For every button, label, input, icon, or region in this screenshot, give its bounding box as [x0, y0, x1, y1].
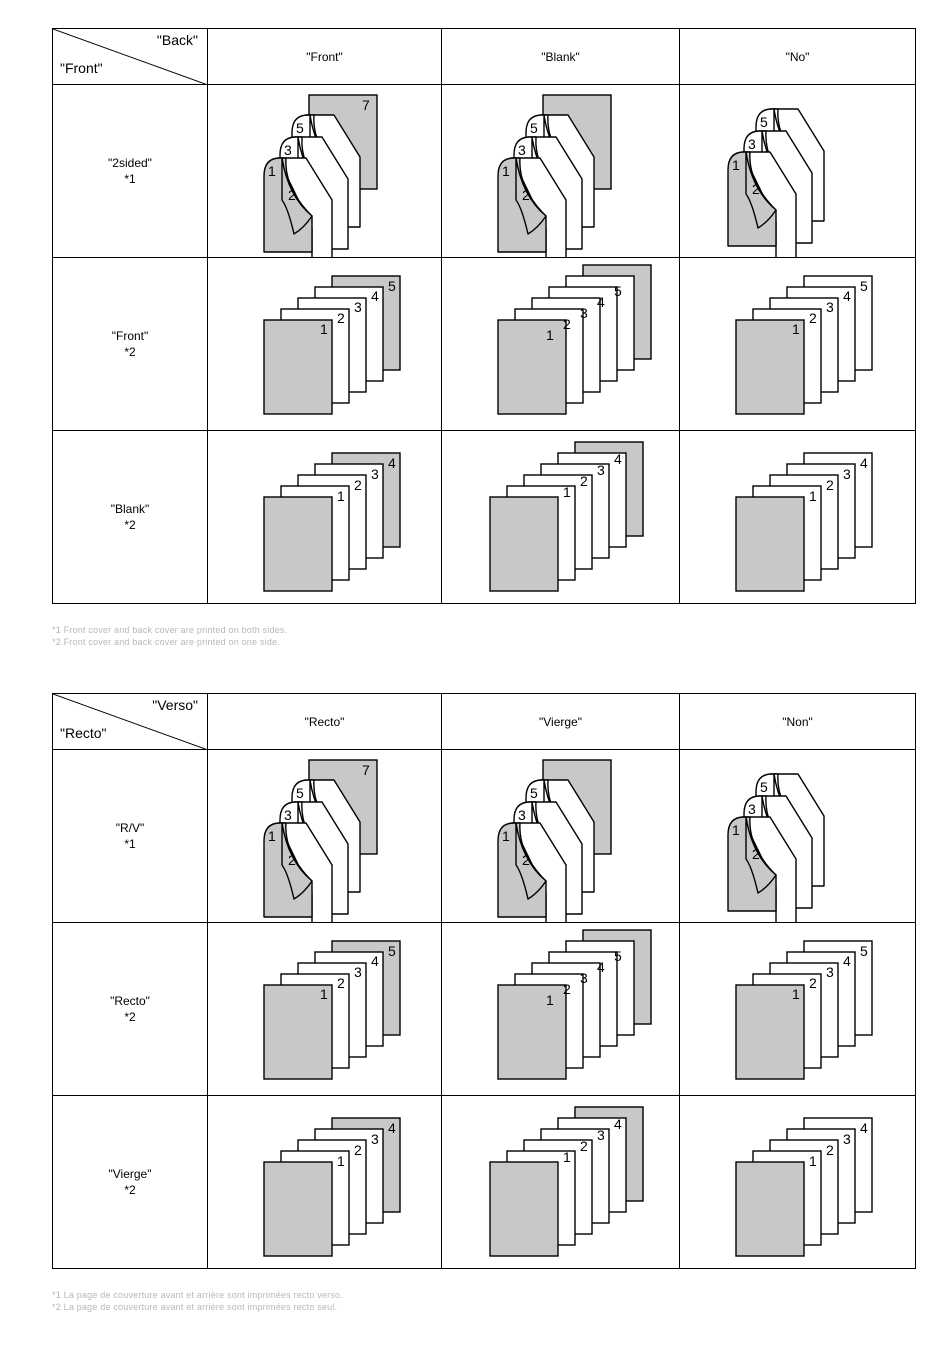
footnote-2: *2 La page de couverture avant et arrière sont imprimées recto seul. — [52, 1302, 338, 1312]
page-number: 4 — [371, 288, 379, 304]
page-number: 2 — [337, 975, 345, 991]
page-number: 2 — [354, 1142, 362, 1158]
column-header-no: "No" — [680, 29, 916, 85]
page-number: 3 — [371, 1131, 379, 1147]
page-number: 5 — [388, 278, 396, 294]
figure-cell — [680, 85, 916, 258]
cover-options-table-en — [52, 28, 916, 604]
page-number: 2 — [752, 846, 760, 862]
corner-recto-label: "Recto" — [60, 725, 107, 741]
corner-front-label: "Front" — [60, 60, 103, 76]
page-number: 2 — [826, 1142, 834, 1158]
page-sheet — [490, 497, 558, 591]
page-number: 4 — [843, 953, 851, 969]
page-number: 4 — [614, 451, 622, 467]
figure-cell — [208, 1096, 442, 1269]
page-number: 1 — [337, 488, 345, 504]
page-stack-five-figure — [208, 923, 442, 1095]
page-number: 3 — [518, 807, 526, 823]
page-stack-four-figure — [442, 1096, 680, 1268]
page-sheet — [264, 1162, 332, 1256]
page-number: 3 — [826, 299, 834, 315]
figure-cell — [208, 750, 442, 923]
page-stack-duplex-figure — [442, 750, 680, 922]
page-number: 1 — [792, 986, 800, 1002]
page-number: 2 — [288, 187, 296, 203]
row-footnote-marker: *1 — [124, 172, 136, 186]
page-sheet — [498, 985, 566, 1079]
page-stack-four-figure — [442, 431, 680, 603]
page-number: 1 — [546, 327, 554, 343]
page-stack-five-figure — [442, 923, 680, 1095]
row-header-blank — [53, 431, 208, 604]
figure-cell — [208, 85, 442, 258]
page-stack-duplex-figure — [208, 750, 442, 922]
page-sheet — [736, 497, 804, 591]
page-stack-five-figure — [208, 258, 442, 430]
row-label: "2sided" — [108, 156, 152, 170]
column-header-recto: "Recto" — [208, 694, 442, 750]
page-number: 2 — [826, 477, 834, 493]
page-sheet — [736, 1162, 804, 1256]
page-number: 7 — [362, 97, 370, 113]
page-number: 4 — [843, 288, 851, 304]
page-number: 1 — [502, 828, 510, 844]
figure-cell — [442, 258, 680, 431]
page-number: 4 — [388, 1120, 396, 1136]
page-number: 1 — [546, 992, 554, 1008]
page-stack-four-figure — [208, 431, 442, 603]
page-number: 1 — [337, 1153, 345, 1169]
figure-cell — [208, 923, 442, 1096]
page-number: 4 — [388, 455, 396, 471]
row-label: "Recto" — [110, 994, 150, 1008]
page-stack-five-figure — [442, 258, 680, 430]
footnote-1: *1 Front cover and back cover are printed on both sides. — [52, 625, 288, 635]
figure-cell — [680, 431, 916, 604]
figure-cell — [208, 258, 442, 431]
page-number: 1 — [268, 828, 276, 844]
page-number: 5 — [614, 283, 622, 299]
page-number: 2 — [809, 310, 817, 326]
corner-header-cell — [53, 29, 208, 85]
column-header-front: "Front" — [208, 29, 442, 85]
page-number: 5 — [296, 120, 304, 136]
page-number: 1 — [732, 822, 740, 838]
figure-cell — [442, 923, 680, 1096]
page-number: 2 — [563, 316, 571, 332]
row-footnote-marker: *2 — [124, 518, 136, 532]
page-number: 4 — [860, 455, 868, 471]
page-number: 1 — [320, 321, 328, 337]
page-number: 3 — [354, 299, 362, 315]
page-number: 2 — [752, 181, 760, 197]
page-number: 2 — [580, 473, 588, 489]
figure-cell — [442, 85, 680, 258]
page-number: 3 — [518, 142, 526, 158]
page-number: 1 — [320, 986, 328, 1002]
row-footnote-marker: *2 — [124, 1010, 136, 1024]
page-number: 1 — [809, 1153, 817, 1169]
figure-cell — [442, 1096, 680, 1269]
footnote-2: *2 Front cover and back cover are printed on one side. — [52, 637, 280, 647]
page-stack-five-figure — [680, 258, 916, 430]
page-sheet — [490, 1162, 558, 1256]
cover-options-table-fr — [52, 693, 916, 1269]
page-number: 7 — [362, 762, 370, 778]
page-number: 4 — [597, 294, 605, 310]
page-number: 5 — [388, 943, 396, 959]
row-header-vierge — [53, 1096, 208, 1269]
page-number: 3 — [284, 142, 292, 158]
page-number: 2 — [288, 852, 296, 868]
page-number: 5 — [760, 114, 768, 130]
figure-cell — [208, 431, 442, 604]
table-2-footnotes — [52, 1289, 343, 1313]
column-header-blank: "Blank" — [442, 29, 680, 85]
page-number: 2 — [580, 1138, 588, 1154]
page-number: 1 — [563, 484, 571, 500]
page-number: 3 — [597, 1127, 605, 1143]
row-footnote-marker: *2 — [124, 345, 136, 359]
page-number: 3 — [371, 466, 379, 482]
page-number: 1 — [809, 488, 817, 504]
page-number: 4 — [597, 959, 605, 975]
page-number: 1 — [563, 1149, 571, 1165]
page-number: 1 — [732, 157, 740, 173]
page-number: 3 — [580, 305, 588, 321]
row-header-rv — [53, 750, 208, 923]
page-stack-four-figure — [680, 1096, 916, 1268]
figure-cell — [442, 431, 680, 604]
column-header-vierge: "Vierge" — [442, 694, 680, 750]
page-number: 2 — [809, 975, 817, 991]
page-number: 4 — [860, 1120, 868, 1136]
page-stack-four-figure — [680, 431, 916, 603]
page-stack-five-figure — [680, 923, 916, 1095]
figure-cell — [680, 258, 916, 431]
page-stack-duplex-figure — [680, 85, 916, 257]
page-number: 4 — [371, 953, 379, 969]
page-number: 5 — [860, 278, 868, 294]
page-number: 1 — [502, 163, 510, 179]
page-number: 2 — [563, 981, 571, 997]
page-number: 5 — [530, 785, 538, 801]
figure-cell — [680, 923, 916, 1096]
page-number: 2 — [522, 852, 530, 868]
row-label: "Vierge" — [108, 1167, 152, 1181]
page-number: 1 — [268, 163, 276, 179]
page-number: 4 — [614, 1116, 622, 1132]
row-header-front — [53, 258, 208, 431]
page-stack-duplex-figure — [442, 85, 680, 257]
page-number: 5 — [530, 120, 538, 136]
table-2 — [52, 693, 916, 1269]
corner-back-label: "Back" — [156, 32, 198, 48]
page-number: 2 — [337, 310, 345, 326]
page-number: 2 — [354, 477, 362, 493]
page-sheet — [498, 320, 566, 414]
page-stack-four-figure — [208, 1096, 442, 1268]
row-label: "Front" — [111, 329, 149, 343]
page-number: 5 — [860, 943, 868, 959]
row-label: "R/V" — [115, 821, 145, 835]
page-number: 3 — [843, 1131, 851, 1147]
figure-cell — [680, 1096, 916, 1269]
page-number: 3 — [748, 801, 756, 817]
page-stack-duplex-figure — [208, 85, 442, 257]
page-number: 1 — [792, 321, 800, 337]
table-1-footnotes — [52, 624, 287, 648]
footnote-1: *1 La page de couverture avant et arrière sont imprimées recto verso. — [52, 1290, 343, 1300]
figure-cell — [442, 750, 680, 923]
page-number: 5 — [296, 785, 304, 801]
figure-cell — [680, 750, 916, 923]
table-1 — [52, 28, 916, 604]
page-number: 5 — [614, 948, 622, 964]
page-number: 5 — [760, 779, 768, 795]
page-number: 3 — [580, 970, 588, 986]
row-footnote-marker: *1 — [124, 837, 136, 851]
corner-header-cell — [53, 694, 208, 750]
row-header-recto — [53, 923, 208, 1096]
page-number: 3 — [748, 136, 756, 152]
page-number: 3 — [843, 466, 851, 482]
row-label: "Blank" — [110, 502, 150, 516]
row-header-2sided — [53, 85, 208, 258]
page-number: 2 — [522, 187, 530, 203]
page-number: 3 — [826, 964, 834, 980]
corner-verso-label: "Verso" — [152, 697, 198, 713]
page-stack-duplex-figure — [680, 750, 916, 922]
column-header-non: "Non" — [680, 694, 916, 750]
page-number: 3 — [284, 807, 292, 823]
page-sheet — [264, 497, 332, 591]
row-footnote-marker: *2 — [124, 1183, 136, 1197]
page-number: 3 — [597, 462, 605, 478]
page-number: 3 — [354, 964, 362, 980]
